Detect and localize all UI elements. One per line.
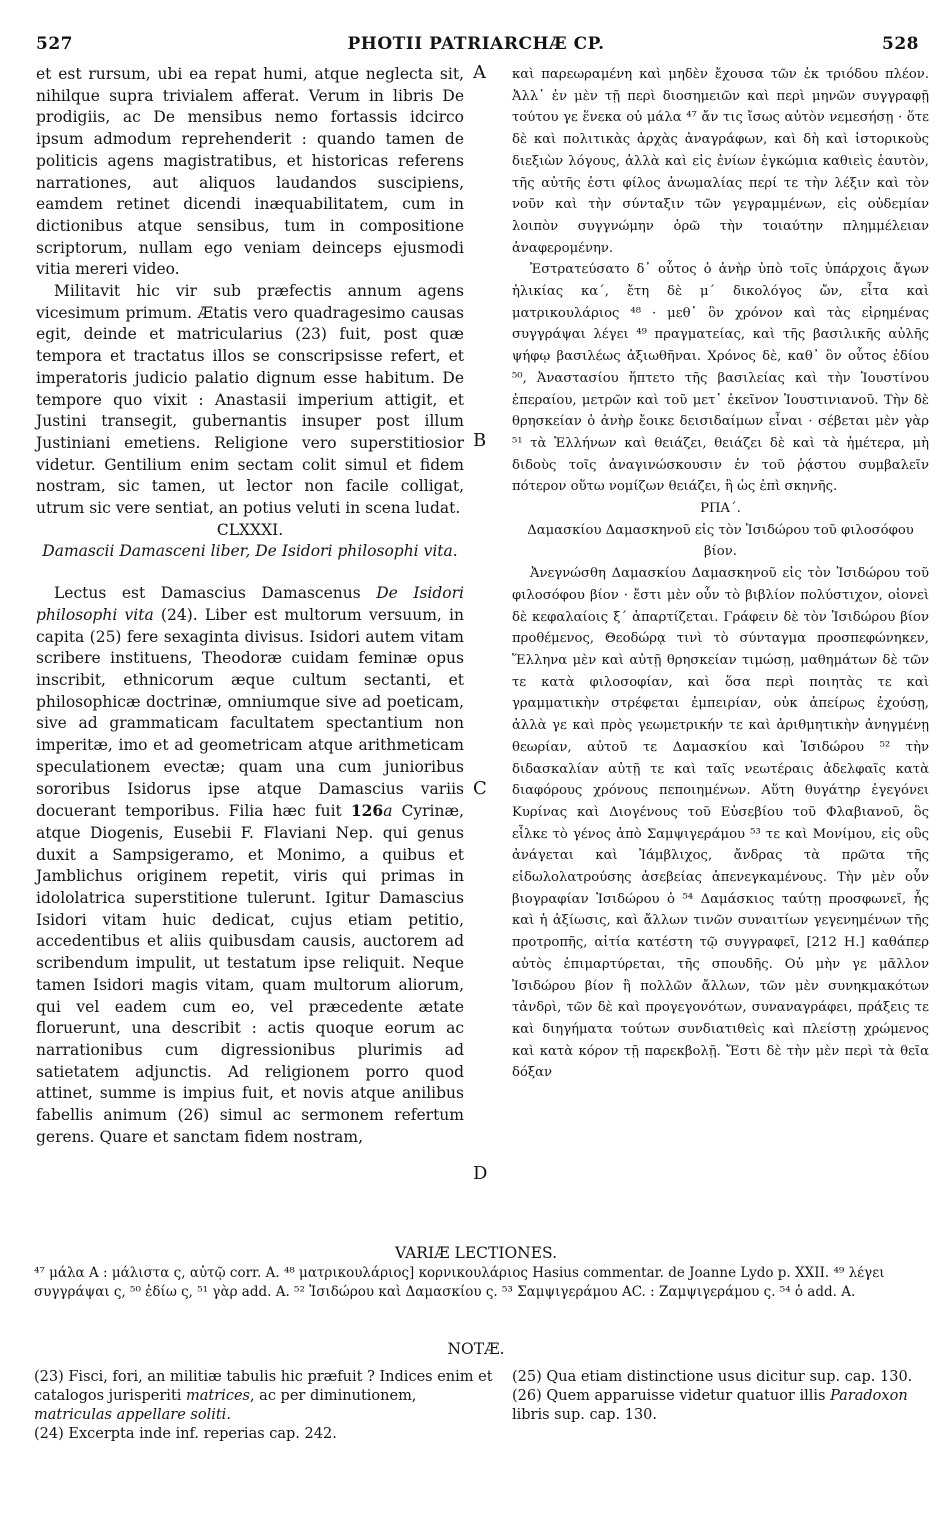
margin-letter-d: D [473,1163,488,1184]
notae-heading: NOTÆ. [447,1340,505,1358]
page-number-right: 528 [882,34,919,54]
latin-p3-start: Lectus est Damascius Damascenus [54,584,377,603]
greek-section-number: ΡΠΑ´. [700,501,741,517]
greek-section-title: Δαμασκίου Δαμασκηνοῦ εἰς τὸν Ἰσιδώρου τοῦ φιλοσόφου βίον. [527,522,914,560]
note-26-text-b: libris sup. cap. 130. [512,1407,658,1423]
notes-left-column [34,1368,496,1444]
margin-letter-c: C [473,778,487,799]
latin-column [36,64,464,1148]
greek-paragraph-1: καὶ παρεωραμένη καὶ μηδὲν ἔχουσα τῶν ἐκ τριόδου πλέον. Ἀλλ᾽ ἐν μὲν τῇ περὶ διοσημειῶν καὶ περὶ μηνῶν συγγραφῇ τούτου γε ἕνεκα οὐ μάλα ⁴⁷ ἄν τις ἴσως αὐτὸν νεμεσήσῃ · ὅτε δὲ καὶ πολιτικὰς ἀρχὰς ἀναγράφων, καὶ δὴ καὶ ἱστορικοὺς διεξιὼν λόγους, ἀλλὰ καὶ εἰς ἐνίων ἐγκώμια καθιεὶς ἑαυτὸν, τῆς αὐτῆς ἐστι φίλος ἀνωμαλίας περί τε τὴν λέξιν καὶ τὸν νοῦν καὶ τὴν σύνταξιν τῶν γεγραμμένων, εἰς οὐδεμίαν λοιπὸν συγγνώμην ὁρῶ τὴν τοιαύτην πλημμέλειαν ἀναφερομένην. [512,67,929,256]
latin-section-number: CLXXXI. [216,520,284,539]
note-25: (25) Qua etiam distinctione usus dicitur sup. cap. 130. [512,1369,913,1385]
note-26 [512,1387,932,1425]
page-number-left: 527 [36,34,73,54]
latin-p3-text-b: Cyrinæ, atque Diogenis, Eusebii F. Flaviani Nep. qui genus duxit a Sampsigeramo, et Monimo, a quibus et Jamblichus originem repetit, viris qui primas in idololatrica superstitione tulerunt. Igitur Damascius Isidori vitam huic dedicat, cujus etiam petitio, accedentibus et aliis quibusdam causis, auctorem ad scribendum impulit, ut testatum ipse reliquit. Neque tamen Isidori magis vitam, quam multorum aliorum, qui vel eadem cum eo, vel præcedente ætate floruerunt, una describit : actis quoque eorum ac narrationibus cum digressionibus plurimis ad satietatem adjunctis. Ad religionem porro quod attinet, summe is impius fuit, et novis atque anilibus fabellis animum (26) simul ac sermonem refertum gerens. Quare et sanctam fidem nostram, [36,802,464,1146]
notes-right-column [512,1368,932,1425]
variae-lectiones-heading: VARIÆ LECTIONES. [394,1244,558,1262]
greek-paragraph-2: Ἐστρατεύσατο δ᾽ οὗτος ὁ ἀνὴρ ὑπὸ τοῖς ὑπάρχοις ἄγων ἡλικίας κα´, ἔτη δὲ μ´ δικολόγος ὤν, εἶτα καὶ ματρικουλάριος ⁴⁸ · μεθ᾽ ὃν χρόνον καὶ τὰς εἰρημένας συγγράψαι λέγει ⁴⁹ πραγματείας, καὶ τῆς βασιλικῆς αὐλῆς ψήφῳ βασιλέως ἀξιωθῆναι. Χρόνος δὲ, καθ᾽ ὃν οὗτος ἐδίου ⁵⁰, Ἀναστασίου ἥπτετο τῆς βασιλείας καὶ τὴν Ἰουστίνου ἐπεραίου, μετρῶν καὶ τοῦ μετ᾽ ἐκεῖνον Ἰουστινιανοῦ. Τὴν δὲ θρησκείαν ὁ ἀνὴρ ἔοικε δεισιδαίμων εἶναι · σέβεται μὲν γὰρ ⁵¹ τὰ Ἑλλήνων καὶ θειάζει, θειάζει δὲ καὶ τὰ ἡμέτερα, μὴ διδοὺς τοῖς ἀναγινώσκουσιν ἐν τοῦ ῥᾴστου συμβαλεῖν πότερον οὕτω νομίζων θειάζει, ἢ ὡς ἐπὶ σκηνῆς. [512,262,929,495]
variae-lectiones-text: ⁴⁷ μάλα A : μάλιστα ς, αὐτῷ corr. A. ⁴⁸ ματρικουλάριος] κορνικουλάριος Hasius commentar. de Joanne Lydo p. XXII. ⁴⁹ λέγει συγγράψαι ς, ⁵⁰ ἐδίω ς, ⁵¹ γὰρ add. A. ⁵² Ἰσιδώρου καὶ Δαμασκίου ς. ⁵³ Σαμψιγεράμου AC. : Ζαμψιγεράμου ς. ⁵⁴ ὁ add. A. [34,1265,885,1300]
margin-letter-b: B [473,430,487,451]
greek-paragraph-3: Ἀνεγνώσθη Δαμασκίου Δαμασκηνοῦ εἰς τὸν Ἰσιδώρου τοῦ φιλοσόφου βίον · ἔστι μὲν οὖν τὸ βιβλίον πολύστιχον, οἱονεὶ δὲ κεφαλαίοις ξ´ ἀπαρτίζεται. Γράφειν δὲ τὸν Ἰσιδώρου βίον προθέμενος, Θεοδώρᾳ τινὶ τὸ σύνταγμα προσπεφώνηκεν, Ἕλληνα μὲν καὶ αὐτῇ θρησκείαν τιμώσῃ, μαθημάτων δὲ τῶν τε κατὰ φιλοσοφίαν, καὶ ὅσα περὶ ποιητὰς τε καὶ γραμματικὴν στρέφεται ἐμπειρίαν, οὐκ ἀπείρως ἐχούσῃ, ἀλλὰ γε καὶ πρὸς γεωμετρικήν τε καὶ ἀριθμητικὴν ἀνηγμένῃ θεωρίαν, αὐτοῦ τε Δαμασκίου καὶ Ἰσιδώρου ⁵² τὴν διδασκαλίαν αὐτῇ τε καὶ ταῖς νεωτέραις ἀδελφαῖς κατὰ διαφόρους χρόνους πεποιημένων. Αὕτη θυγάτηρ ἐγεγόνει Κυρίνας καὶ Διογένους τοῦ Εὐσεβίου τοῦ Φλαβιανοῦ, ὃς εἷλκε τὸ γένος ἀπὸ Σαμψιγεράμου ⁵³ τε καὶ Μονίμου, εἰς οὓς ἀνάγεται καὶ Ἰάμβλιχος, ἄνδρας τὰ πρῶτα τῆς εἰδωλολατρούσης ἀσεβείας ἀπενεγκαμένους. Τὴν μὲν οὖν βιογραφίαν Ἰσιδώρου ὁ ⁵⁴ Δαμάσκιος ταύτῃ προσφωνεῖ, ἧς καὶ ἡ ἀξίωσις, καὶ ἄλλων τινῶν συναιτίων γεγενημένων τῆς προτροπῆς, αἰτία κατέστη τῷ συγγραφεῖ, [212 H.] καθάπερ αὐτὸς ἐπιμαρτύρεται, τῆς σπουδῆς. Οὐ μὴν γε μᾶλλον Ἰσιδώρου βίον ἢ πολλῶν ἄλλων, τῶν μὲν συνηκμακότων τἀνδρὶ, τῶν δὲ καὶ προγεγονότων, συναναγράφει, πράξεις τε καὶ διηγήματα τούτων συνδιατιθεὶς καὶ πλείστῃ χρώμενος καὶ κατὰ κόρον τῇ παρεκβολῇ. Ἔστι δὲ τὴν μὲν περὶ τὰ θεῖα δόξαν [512,566,929,1081]
note-23-text-b: , ac per diminutionem, [249,1388,417,1404]
latin-p3-work-title: De Isidori philosophi vita [36,584,464,624]
folio-number: 126 [350,801,384,821]
note-24: (24) Excerpta inde inf. reperias cap. 242. [34,1426,337,1442]
note-26-italic: Paradoxon [830,1388,908,1404]
latin-paragraph-3 [36,583,464,1148]
note-23-text: (23) Fisci, fori, an militiæ tabulis hic præfuit ? Indices enim et catalogos jurisperiti [34,1369,493,1404]
latin-p3-text-a: (24). Liber est multorum versuum, in capita (25) fere sexaginta divisus. Isidori autem vitam scribere instituens, Theodoræ cuidam feminæ opus inscribit, ethnicorum æque cultum sectanti, et philosophicæ doctrinæ, omniumque sive ad poeticam, sive ad grammaticam facultatem spectantium non imperitæ, imo et ad geometricam atque arithmeticam speculationem evectæ; quam una cum junioribus sororibus Isidorus ipse atque Damascius variis docuerant temporibus. Filia hæc fuit [36,605,464,821]
greek-column [512,64,929,1084]
margin-letter-a: A [473,62,486,83]
running-title: PHOTII PATRIARCHÆ CP. [347,34,605,54]
folio-side: a [383,802,393,821]
latin-paragraph-1: et est rursum, ubi ea repat humi, atque neglecta sit, nihilque supra trivialem afferat. Verum in libris De prodigiis, ac De mensibus nemo fortassis idcirco ipsum admodum reprehenderit : quando tamen de politicis agens magistratibus, et historicas referens narrationes, aut aliquos laudandos suscipiens, eamdem retinet dicendi inæquabilitatem, cum in dictionibus atque sensibus, tum in compositione scriptorum, nullam ego veniam deinceps ejusmodi vitia mereri video. [36,65,464,279]
note-23 [34,1368,496,1425]
note-23-italic-2: matriculas appellare soliti. [34,1407,231,1423]
note-23-italic-1: matrices [186,1388,250,1404]
latin-section-title: Damascii Damasceni liber, De Isidori philosophi vita. [42,542,458,561]
latin-paragraph-2: Militavit hic vir sub præfectis annum agens vicesimum primum. Ætatis vero quadragesimo causas egit, deinde et matricularius (23) fuit, post quæ tempora et tractatus illos se conscripsisse refert, et imperatoris judicio palatio dignum esse habitum. De tempore quo vixit : Anastasii imperium attigit, et Justini transegit, gubernantis insuper post illum Justiniani emetiens. Religione vero superstitiosior videtur. Gentilium enim sectam colit simul et fidem nostram, sic tamen, ut lector non facile colligat, utrum sic vere sentiat, an potius veluti in scena ludat. [36,282,464,518]
note-26-text: (26) Quem apparuisse videtur quatuor illis [512,1388,831,1404]
